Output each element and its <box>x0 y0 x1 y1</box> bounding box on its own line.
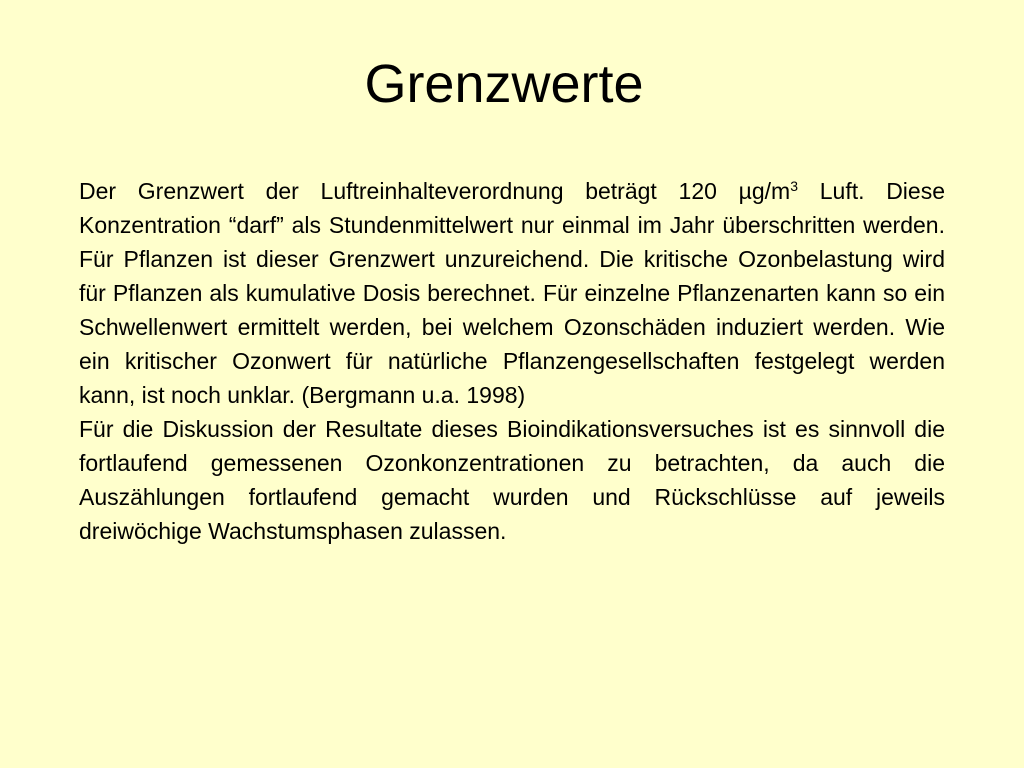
slide-body <box>79 174 945 548</box>
slide-title: Grenzwerte <box>364 54 644 114</box>
paragraph-discussion: Für die Diskussion der Resultate dieses Bioindikationsversuches ist es sinnvoll die fortlaufend gemessenen Ozonkonzentrationen zu betrachten, da auch die Auszählungen fortlaufend gemacht wurden und Rückschlüsse auf jeweils dreiwöchige Wachstumsphasen zulassen. <box>79 416 945 544</box>
paragraph-limit-value <box>79 174 945 412</box>
paragraph-limit-value-part1: Der Grenzwert der Luftreinhalteverordnung beträgt 120 µg/m <box>79 178 791 204</box>
paragraph-limit-value-part2: Luft. Diese Konzentration “darf” als Stundenmittelwert nur einmal im Jahr überschritten werden. Für Pflanzen ist dieser Grenzwert unzureichend. Die kritische Ozonbelastung wird für Pflanzen als kumulative Dosis berechnet. Für einzelne Pflanzenarten kann so ein Schwellenwert ermittelt werden, bei welchem Ozonschäden induziert werden. Wie ein kritischer Ozonwert für natürliche Pflanzengesellschaften festgelegt werden kann, ist noch unklar. (Bergmann u.a. 1998) <box>79 178 946 408</box>
cubic-superscript: 3 <box>790 178 799 194</box>
